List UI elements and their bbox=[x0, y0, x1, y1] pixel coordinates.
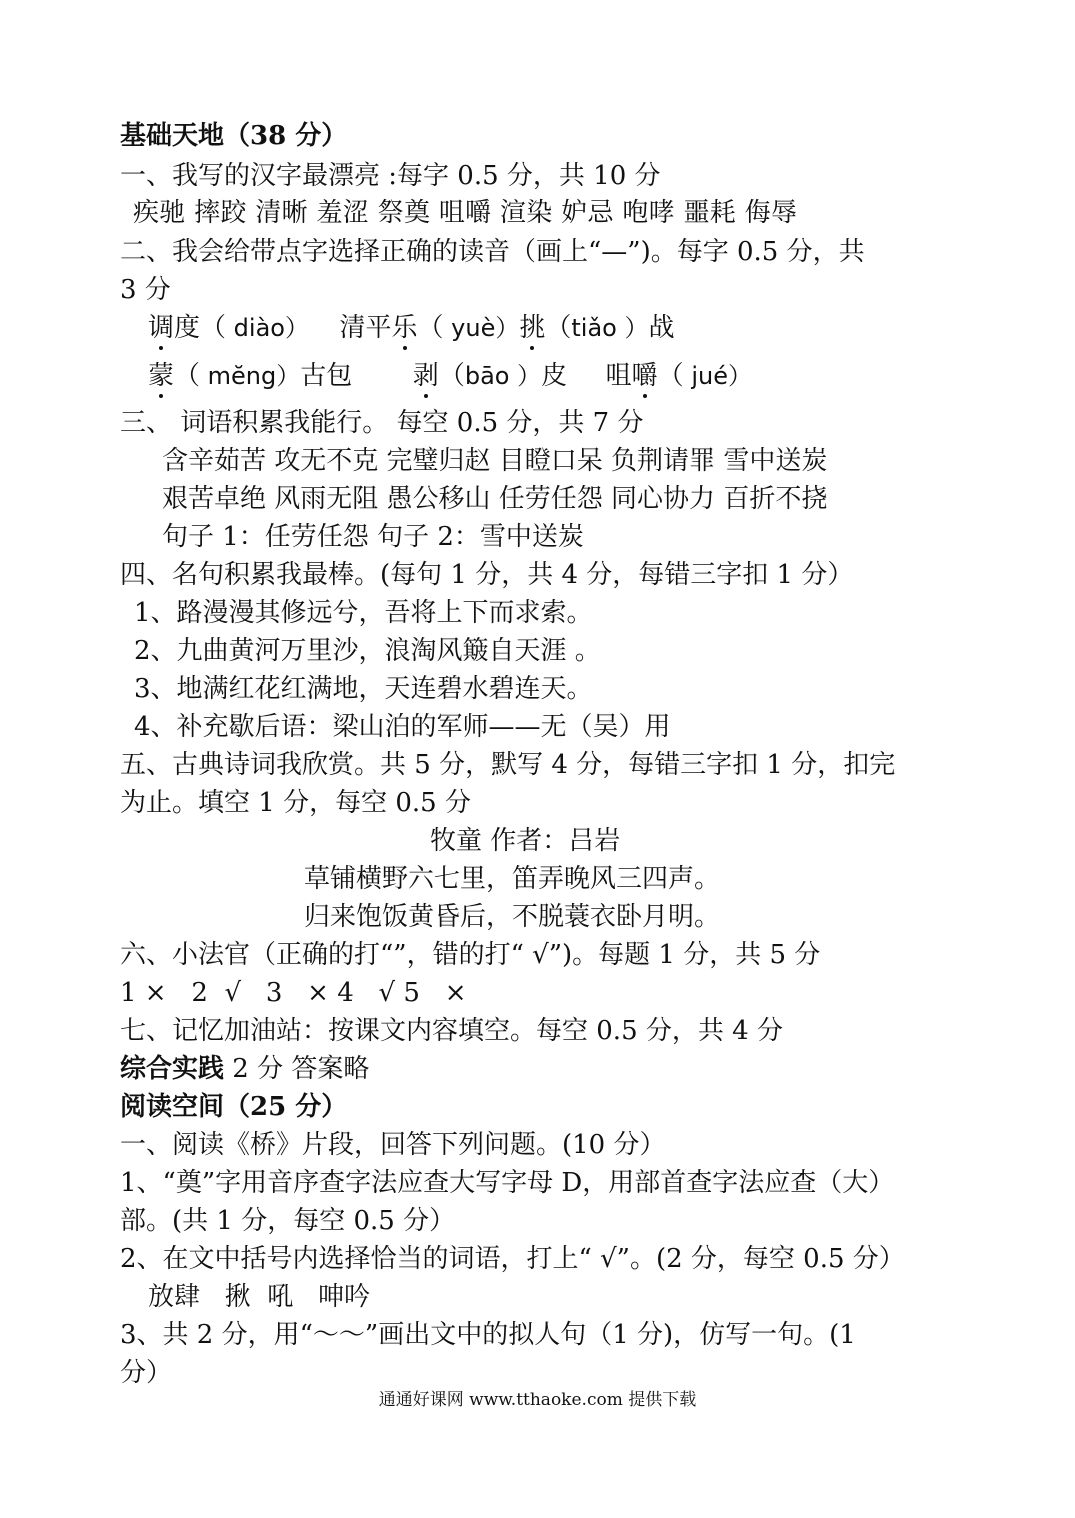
poem-title: 牧童 作者：吕岩 bbox=[430, 826, 621, 856]
section-title-basics: 基础天地（38 分） bbox=[120, 121, 348, 151]
dotted-char: 剥 bbox=[412, 361, 439, 391]
page-footer: 通通好课网 www.tthaoke.com 提供下载 bbox=[378, 1390, 697, 1410]
section-title-practice: 综合实践 bbox=[120, 1054, 225, 1084]
q4-line3: 3、地满红花红满地，天连碧水碧连天。 bbox=[134, 674, 593, 704]
pinyin-answer: tiǎo ） bbox=[571, 314, 649, 342]
q4-heading: 四、名句积累我最棒。(每句 1 分，共 4 分，每错三字扣 1 分） bbox=[120, 560, 854, 590]
q3-line2: 艰苦卓绝 风雨无阻 愚公移山 任劳任怨 同心协力 百折不挠 bbox=[162, 484, 828, 514]
dotted-char: 调 bbox=[148, 313, 175, 343]
reading-q1-1-line1: 1、“奠”字用音序查字法应查大写字母 D，用部首查字法应查（大） bbox=[120, 1168, 895, 1198]
q4-line4: 4、补充歇后语：梁山泊的军师——无（吴）用 bbox=[134, 712, 671, 742]
q3-line1: 含辛茹苦 攻无不克 完璧归赵 目瞪口呆 负荆请罪 雪中送炭 bbox=[162, 446, 828, 476]
section-title-reading: 阅读空间（25 分） bbox=[120, 1092, 348, 1122]
q1-heading: 一、我写的汉字最漂亮 :每字 0.5 分，共 10 分 bbox=[120, 161, 661, 191]
q1-words: 疾驰 摔跤 清晰 羞涩 祭奠 咀嚼 渲染 妒忌 咆哮 噩耗 侮辱 bbox=[133, 198, 798, 228]
q5-heading-line1: 五、古典诗词我欣赏。共 5 分，默写 4 分，每错三字扣 1 分，扣完 bbox=[120, 750, 896, 780]
reading-q1-3-line1: 3、共 2 分，用“～～”画出文中的拟人句（1 分)，仿写一句。(1 bbox=[120, 1320, 856, 1350]
pinyin-answer: diào） bbox=[226, 314, 309, 342]
poem-line1: 草铺横野六七里，笛弄晚风三四声。 bbox=[304, 864, 721, 894]
reading-q1-2-line1: 2、在文中括号内选择恰当的词语，打上“ √”。(2 分，每空 0.5 分） bbox=[120, 1244, 905, 1274]
reading-q1-1-line2: 部。(共 1 分，每空 0.5 分） bbox=[120, 1206, 456, 1236]
pinyin-answer: bāo ） bbox=[464, 362, 542, 390]
pinyin-answer: mĕng） bbox=[200, 362, 301, 390]
reading-q1-heading: 一、阅读《桥》片段，回答下列问题。(10 分） bbox=[120, 1130, 666, 1160]
pinyin-answer: yuè） bbox=[443, 314, 520, 342]
q2-pinyin-row1: 调度（ diào） 清平乐（ yuè）挑（tiǎo ）战 bbox=[148, 313, 675, 343]
dotted-char: 挑 bbox=[519, 313, 546, 343]
q3-line3: 句子 1：任劳任怨 句子 2：雪中送炭 bbox=[162, 522, 584, 552]
dotted-char: 嚼 bbox=[631, 361, 658, 391]
poem-line2: 归来饱饭黄昏后，不脱蓑衣卧月明。 bbox=[304, 902, 721, 932]
q2-heading-line2: 3 分 bbox=[120, 275, 171, 305]
reading-q1-3-line2: 分） bbox=[120, 1358, 173, 1388]
dotted-char: 蒙 bbox=[148, 361, 175, 391]
q5-heading-line2: 为止。填空 1 分，每空 0.5 分 bbox=[120, 788, 471, 818]
q3-heading: 三、 词语积累我能行。 每空 0.5 分，共 7 分 bbox=[120, 408, 644, 438]
q6-heading: 六、小法官（正确的打“”，错的打“ √”)。每题 1 分，共 5 分 bbox=[120, 940, 821, 970]
reading-q1-2-options: 放肆 揪 吼 呻吟 bbox=[148, 1282, 371, 1312]
q4-line2: 2、九曲黄河万里沙，浪淘风簸自天涯 。 bbox=[134, 636, 601, 666]
pinyin-answer: jué） bbox=[683, 362, 752, 390]
section-practice: 综合实践 2 分 答案略 bbox=[120, 1054, 370, 1084]
q2-pinyin-row2: 蒙（ mĕng）古包 剥（bāo ）皮 咀嚼（ jué） bbox=[148, 361, 752, 391]
q7-heading: 七、记忆加油站：按课文内容填空。每空 0.5 分，共 4 分 bbox=[120, 1016, 783, 1046]
dotted-char: 乐 bbox=[391, 313, 418, 343]
q4-line1: 1、路漫漫其修远兮，吾将上下而求索。 bbox=[134, 598, 593, 628]
q6-answers: 1 × 2 √ 3 × 4 √ 5 × bbox=[120, 978, 467, 1008]
q2-heading-line1: 二、我会给带点字选择正确的读音（画上“—”)。每字 0.5 分，共 bbox=[120, 237, 865, 267]
